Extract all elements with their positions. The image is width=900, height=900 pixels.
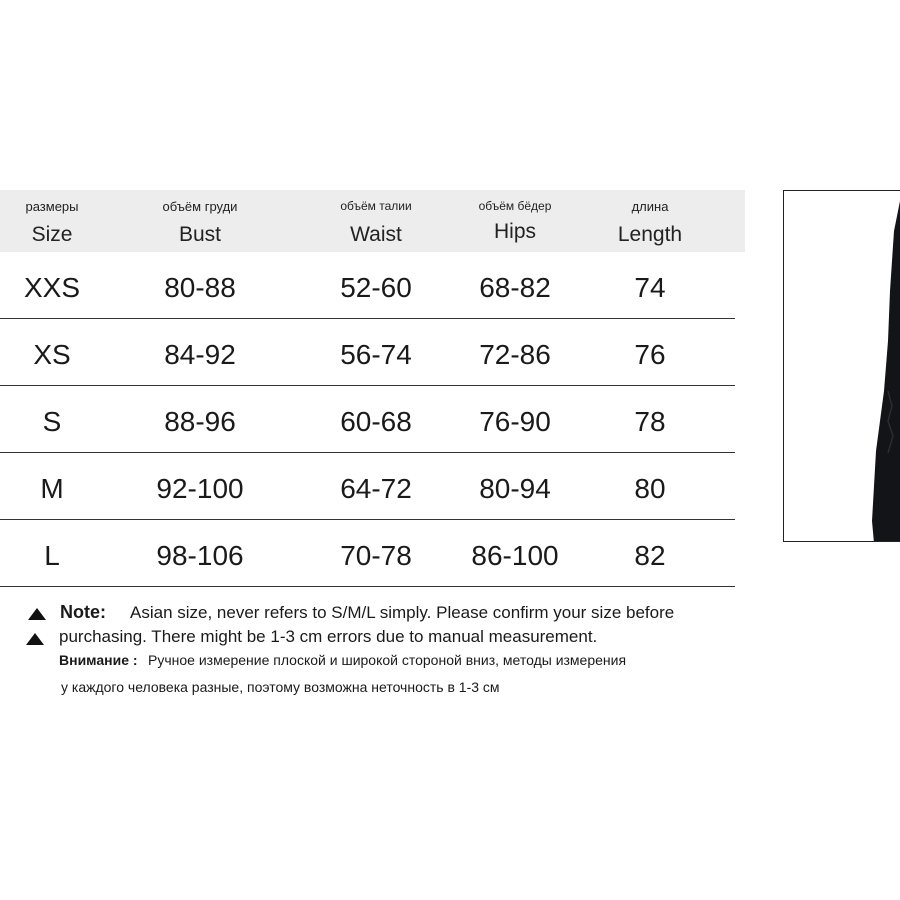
header-hips-en: Hips [493,220,537,243]
header-hips-ru: объём бёдер [478,199,552,213]
product-image-frame [783,190,900,542]
table-row [0,252,735,319]
cell-bust: 88-96 [164,406,236,437]
note-line-1 [24,602,794,624]
warning-triangle-icon [26,633,44,645]
cell-hips: 80-94 [479,473,551,504]
cell-waist: 56-74 [340,339,412,370]
table-row [0,386,735,453]
cell-hips: 76-90 [479,406,551,437]
notes-section [24,602,794,700]
header-size-ru: размеры [25,199,79,214]
cell-size: L [44,540,60,571]
cell-hips: 86-100 [471,540,559,571]
header-length-ru: длина [631,199,669,214]
size-chart-table [0,190,745,587]
cell-length: 74 [634,272,666,303]
cell-size: XS [33,339,71,370]
cell-hips: 72-86 [479,339,551,370]
cell-bust: 98-106 [156,540,244,571]
cell-hips: 68-82 [479,272,551,303]
header-waist-ru: объём талии [340,199,412,213]
cell-waist: 60-68 [340,406,412,437]
header-bust-ru: объём груди [162,199,238,214]
cell-waist: 52-60 [340,272,412,303]
cell-length: 82 [634,540,666,571]
header-bust-en: Bust [178,223,222,246]
cell-size: XXS [23,272,81,303]
cell-size: S [42,406,62,437]
cell-length: 76 [634,339,666,370]
note-ru-label: Внимание : [59,652,138,668]
cell-waist: 70-78 [340,540,412,571]
header-length-en: Length [617,223,683,246]
cell-length: 80 [634,473,666,504]
note-line-2 [24,624,794,648]
dress-silhouette-image [784,191,900,542]
cell-size: M [40,473,64,504]
note-ru-text-line-1: Ручное измерение плоской и широкой стороной вниз, методы измерения [148,652,627,668]
cell-length: 78 [634,406,666,437]
header-waist-en: Waist [350,223,402,246]
note-ru-line-1 [24,648,794,674]
table-row [0,319,735,386]
note-text-line-1: Asian size, never refers to S/M/L simply. Please confirm your size before [130,603,675,622]
header-size-en: Size [31,223,73,246]
cell-bust: 92-100 [156,473,244,504]
note-label: Note: [60,602,106,622]
table-row [0,520,735,587]
cell-bust: 84-92 [164,339,236,370]
table-row [0,453,735,520]
cell-bust: 80-88 [164,272,236,303]
table-header-row [0,190,745,252]
note-text-line-2: purchasing. There might be 1-3 cm errors due to manual measurement. [59,627,598,646]
note-ru-line-2 [24,674,794,700]
cell-waist: 64-72 [340,473,412,504]
warning-triangle-icon [28,608,46,620]
note-ru-text-line-2: у каждого человека разные, поэтому возможна неточность в 1-3 см [61,679,500,695]
